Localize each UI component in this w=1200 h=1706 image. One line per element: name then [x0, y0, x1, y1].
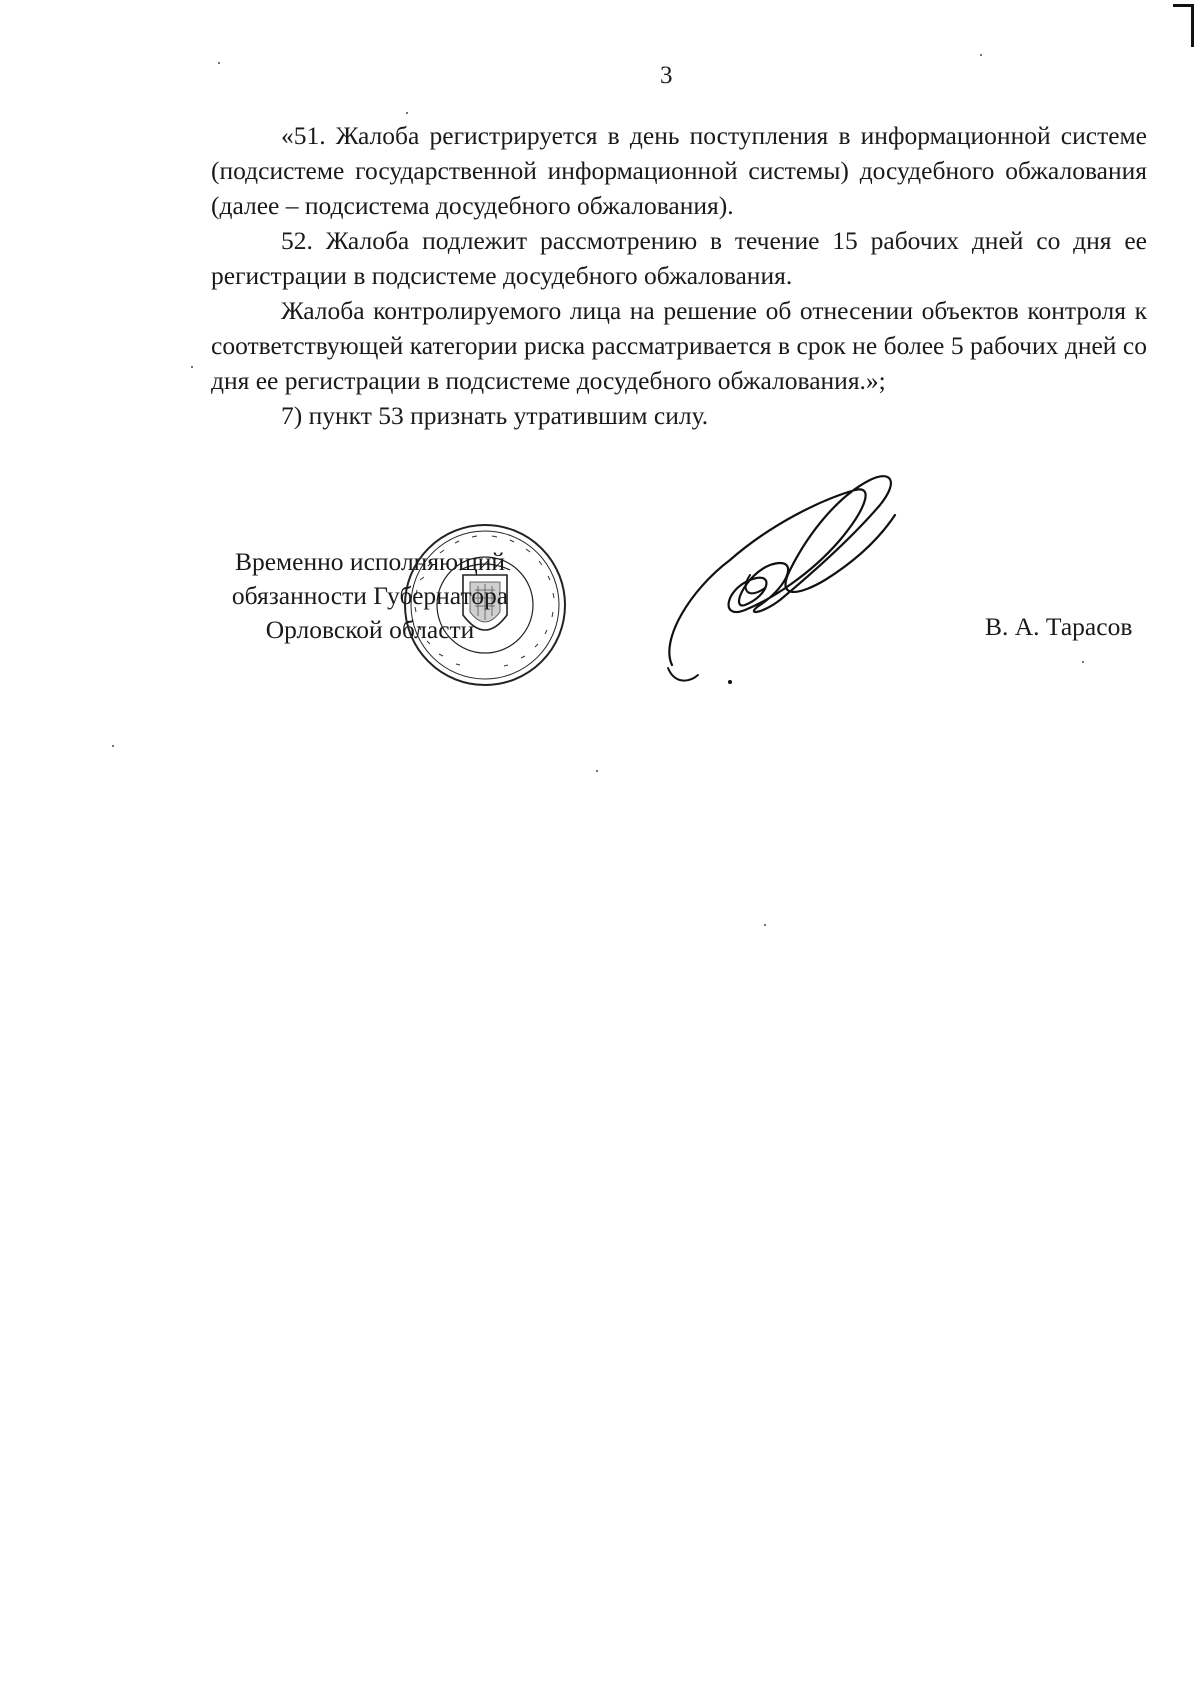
document-body	[211, 118, 1147, 433]
scan-speck	[980, 54, 982, 56]
position-line-2: обязанности Губернатора	[231, 581, 509, 610]
scan-speck	[191, 366, 193, 368]
handwritten-signature	[650, 470, 950, 700]
position-line-1: Временно исполняющий	[234, 547, 506, 576]
scan-speck	[218, 62, 220, 64]
signer-name: В. А. Тарасов	[985, 612, 1133, 641]
page-number: 3	[660, 62, 673, 89]
signatory-position	[190, 545, 550, 647]
scan-speck	[406, 112, 408, 114]
scan-speck	[1082, 661, 1084, 663]
paragraph-52: 52. Жалоба подлежит рассмотрению в течение 15 рабочих дней со дня ее регистрации в подсистеме досудебного обжалования.	[211, 226, 1147, 290]
scan-speck	[112, 745, 114, 747]
scan-speck	[596, 770, 598, 772]
paragraph-complaint-risk: Жалоба контролируемого лица на решение об отнесении объектов контроля к соответствующей категории риска рассматривается в срок не более 5 рабочих дней со дня ее регистрации в подсистеме досудебного обжалования.»;	[211, 296, 1147, 395]
position-line-3: Орловской области	[265, 615, 475, 644]
corner-crop-mark	[1173, 4, 1194, 47]
paragraph-51: «51. Жалоба регистрируется в день поступления в информационной системе (подсистеме государственной информационной системы) досудебного обжалования (далее – подсистема досудебного обжалования).	[211, 121, 1147, 220]
scan-speck	[764, 924, 766, 926]
paragraph-item-7: 7) пункт 53 признать утратившим силу.	[281, 401, 709, 430]
